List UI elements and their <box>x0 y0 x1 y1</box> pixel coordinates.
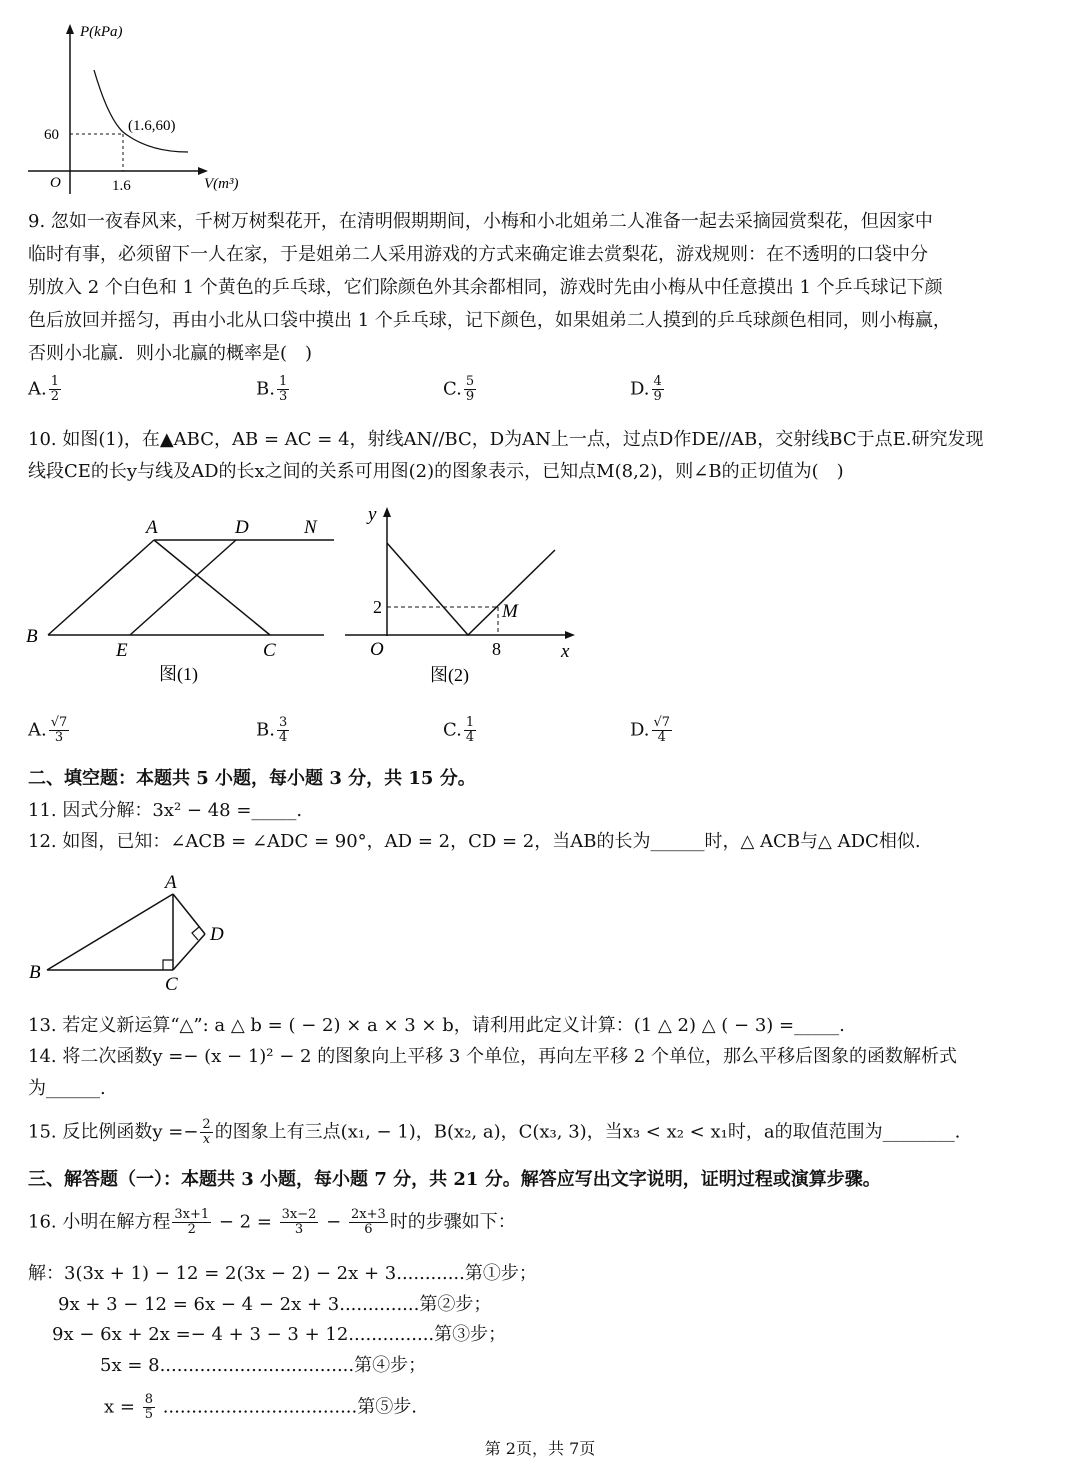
fig2-label-2: 2 <box>373 597 382 617</box>
fig12-label-a: A <box>165 872 177 893</box>
q10-figure-1 <box>22 505 342 690</box>
fig1-label-e: E <box>116 640 128 661</box>
fig2-label-8: 8 <box>492 639 501 659</box>
q15: 15. 反比例函数y =− $\frac{2}{x}$ 的图象上有三点(x₁, − 1)，B(x₂, a)，C(x₃, 3)，当x₃ < x₂ < x₁时，a的取值范围为________. <box>28 1117 961 1147</box>
fig1-label-d: D <box>235 517 249 538</box>
q13: 13. 若定义新运算“△”: a △ b = ( − 2) × a × 3 × b，请利用此定义计算：(1 △ 2) △ ( − 3) =_____. <box>28 1015 845 1036</box>
fig1-line-ab <box>48 540 154 635</box>
q9-line-3: 别放入 2 个白色和 1 个黄色的乒乓球，它们除颜色外其余都相同，游戏时先由小梅从中任意摸出 1 个乒乓球记下颜 <box>28 277 943 298</box>
q10-option-a: A. $\frac{√7}{3}$ <box>28 715 68 745</box>
fig2-x-arrow <box>565 631 575 639</box>
q16-stem: 16. 小明在解方程 $\frac{3x+1}{2}$ − 2 = $\frac{3x-2}{3}$ − $\frac{2x+3}{6}$ 时的步骤如下： <box>28 1207 516 1237</box>
q10-figure-2 <box>340 498 590 690</box>
q9-line-2: 临时有事，必须留下一人在家，于是姐弟二人采用游戏的方式来确定谁去赏梨花，游戏规则：在不透明的口袋中分 <box>28 244 928 265</box>
q12: 12. 如图，已知：∠ACB = ∠ADC = 90°，AD = 2，CD = 2，当AB的长为______时，△ ACB与△ ADC相似. <box>28 831 921 852</box>
fig2-y-arrow <box>383 507 391 517</box>
fig2-label-y: y <box>368 504 377 525</box>
pv-xlabel: V(m³) <box>204 176 239 192</box>
q9-option-c: C. $\frac{5}{9}$ <box>443 374 475 404</box>
q14-line-2: 为______. <box>28 1078 106 1099</box>
q9-option-a: A. $\frac{1}{2}$ <box>28 374 60 404</box>
fig12-label-d: D <box>210 924 224 945</box>
fig12-line-ad <box>173 894 205 934</box>
section-2-heading: 二、填空题：本题共 5 小题，每小题 3 分，共 15 分。 <box>28 768 476 789</box>
fig2-graph <box>387 543 555 635</box>
q16-step-2: 9x + 3 − 12 = 6x − 4 − 2x + 3..............第②步； <box>58 1294 492 1315</box>
q10-line-1: 10. 如图(1)，在▲ABC，AB = AC = 4，射线AN//BC，D为AN上一点，过点D作DE//AB，交射线BC于点E.研究发现 <box>28 429 984 450</box>
pv-x-arrow <box>198 167 208 175</box>
fig1-label-b: B <box>26 626 38 647</box>
q10-option-c: C. $\frac{1}{4}$ <box>443 715 475 745</box>
pv-origin: O <box>50 175 61 191</box>
q9-option-d: D. $\frac{4}{9}$ <box>630 374 662 404</box>
q11: 11. 因式分解：3x² − 48 =_____. <box>28 800 303 821</box>
fig1-label-n: N <box>304 517 317 538</box>
q16-step-5: x = $\frac{8}{5}$ ..................................第⑤步. <box>104 1392 417 1422</box>
fig12-right-angle-c <box>163 960 173 970</box>
q9-option-b: B. $\frac{1}{3}$ <box>256 374 288 404</box>
pv-curve <box>94 70 188 152</box>
q10-line-2: 线段CE的长y与线及AD的长x之间的关系可用图(2)的图象表示，已知点M(8,2)，则∠B的正切值为( ) <box>28 461 844 482</box>
fig12-right-angle-d <box>192 927 199 940</box>
q16-step-4: 5x = 8..................................第④步； <box>100 1355 427 1376</box>
q10-option-d: D. $\frac{√7}{4}$ <box>630 715 671 745</box>
q10-option-b: B. $\frac{3}{4}$ <box>256 715 288 745</box>
q16-step-3: 9x − 6x + 2x =− 4 + 3 − 3 + 12...............第③步； <box>52 1324 507 1345</box>
q9-line-1: 9. 忽如一夜春风来，千树万树梨花开，在清明假期期间，小梅和小北姐弟二人准备一起去采摘园赏梨花，但因家中 <box>28 211 933 232</box>
fig12-label-c: C <box>165 974 178 995</box>
q16-step-1: 解：3(3x + 1) − 12 = 2(3x − 2) − 2x + 3............第①步； <box>28 1263 537 1284</box>
fig1-label-a: A <box>146 517 158 538</box>
pv-y-arrow <box>66 24 74 34</box>
pv-x-tick: 1.6 <box>112 178 131 194</box>
q9-line-4: 色后放回并摇匀，再由小北从口袋中摸出 1 个乒乓球，记下颜色，如果姐弟二人摸到的乒乓球颜色相同，则小梅赢， <box>28 310 951 331</box>
fig12-line-dc <box>173 934 205 970</box>
fig2-caption: 图(2) <box>430 665 469 685</box>
pv-point-label: (1.6,60) <box>128 118 176 134</box>
pv-y-tick: 60 <box>44 127 59 143</box>
fig1-line-ac <box>154 540 270 635</box>
pv-graph <box>28 18 268 203</box>
q14-line-1: 14. 将二次函数y =− (x − 1)² − 2 的图象向上平移 3 个单位，再向左平移 2 个单位，那么平移后图象的函数解析式 <box>28 1046 957 1067</box>
section-3-heading: 三、解答题（一）：本题共 3 小题，每小题 7 分，共 21 分。解答应写出文字说明，证明过程或演算步骤。 <box>28 1169 881 1190</box>
q12-figure <box>25 870 245 998</box>
fig2-label-o: O <box>370 639 384 660</box>
fig1-label-c: C <box>263 640 276 661</box>
fig1-caption: 图(1) <box>159 664 198 684</box>
fig12-line-ba <box>47 894 173 970</box>
page-footer: 第 2页，共 7页 <box>484 1439 596 1458</box>
fig2-label-x: x <box>561 641 570 662</box>
q9-line-5: 否则小北赢．则小北赢的概率是( ) <box>28 343 313 364</box>
fig1-line-de <box>130 540 236 635</box>
pv-ylabel: P(kPa) <box>80 24 123 40</box>
fig12-label-b: B <box>29 962 41 983</box>
fig2-label-m: M <box>502 601 518 622</box>
